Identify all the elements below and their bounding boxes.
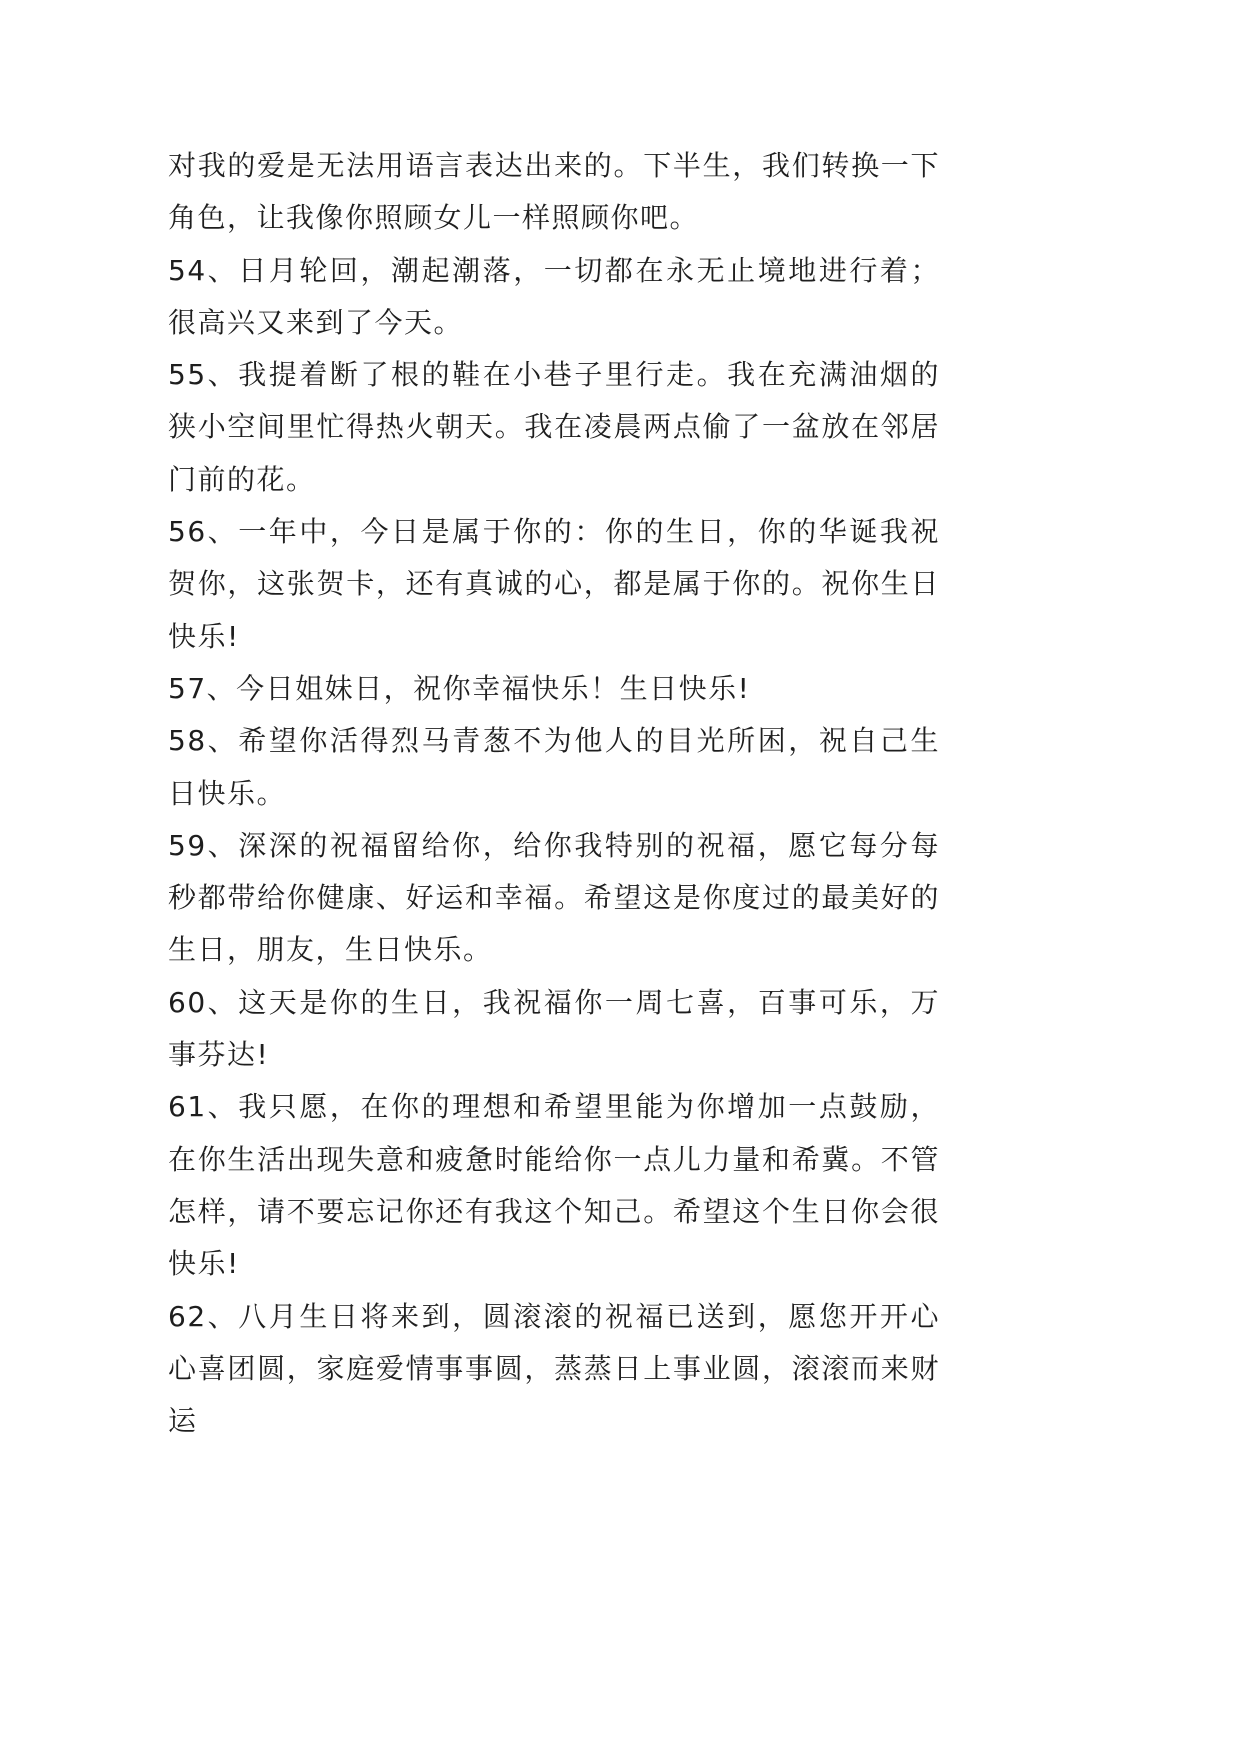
paragraph: 54、日月轮回，潮起潮落，一切都在永无止境地进行着；很高兴又来到了今天。 (168, 253, 940, 339)
paragraph: 59、深深的祝福留给你，给你我特别的祝福，愿它每分每秒都带给你健康、好运和幸福。希望这是你度过的最美好的生日，朋友，生日快乐。 (168, 828, 940, 967)
paragraph: 60、这天是你的生日，我祝福你一周七喜，百事可乐，万事芬达! (168, 985, 940, 1072)
paragraph: 57、今日姐妹日，祝你幸福快乐！生日快乐! (168, 671, 751, 705)
paragraph: 对我的爱是无法用语言表达出来的。下半生，我们转换一下角色，让我像你照顾女儿一样照顾你吧。 (168, 149, 940, 235)
paragraph: 55、我提着断了根的鞋在小巷子里行走。我在充满油烟的狭小空间里忙得热火朝天。我在凌晨两点偷了一盆放在邻居门前的花。 (168, 358, 940, 496)
paragraph: 56、一年中，今日是属于你的：你的生日，你的华诞我祝贺你，这张贺卡，还有真诚的心，都是属于你的。祝你生日快乐! (168, 515, 940, 653)
paragraph: 58、希望你活得烈马青葱不为他人的目光所困，祝自己生日快乐。 (168, 724, 940, 810)
document-body (168, 140, 940, 1447)
paragraph: 61、我只愿，在你的理想和希望里能为你增加一点鼓励，在你生活出现失意和疲惫时能给你一点儿力量和希冀。不管怎样，请不要忘记你还有我这个知己。希望这个生日你会很快乐! (168, 1090, 940, 1281)
paragraph: 62、八月生日将来到，圆滚滚的祝福已送到，愿您开开心心喜团圆，家庭爱情事事圆，蒸蒸日上事业圆，滚滚而来财运 (168, 1299, 940, 1438)
